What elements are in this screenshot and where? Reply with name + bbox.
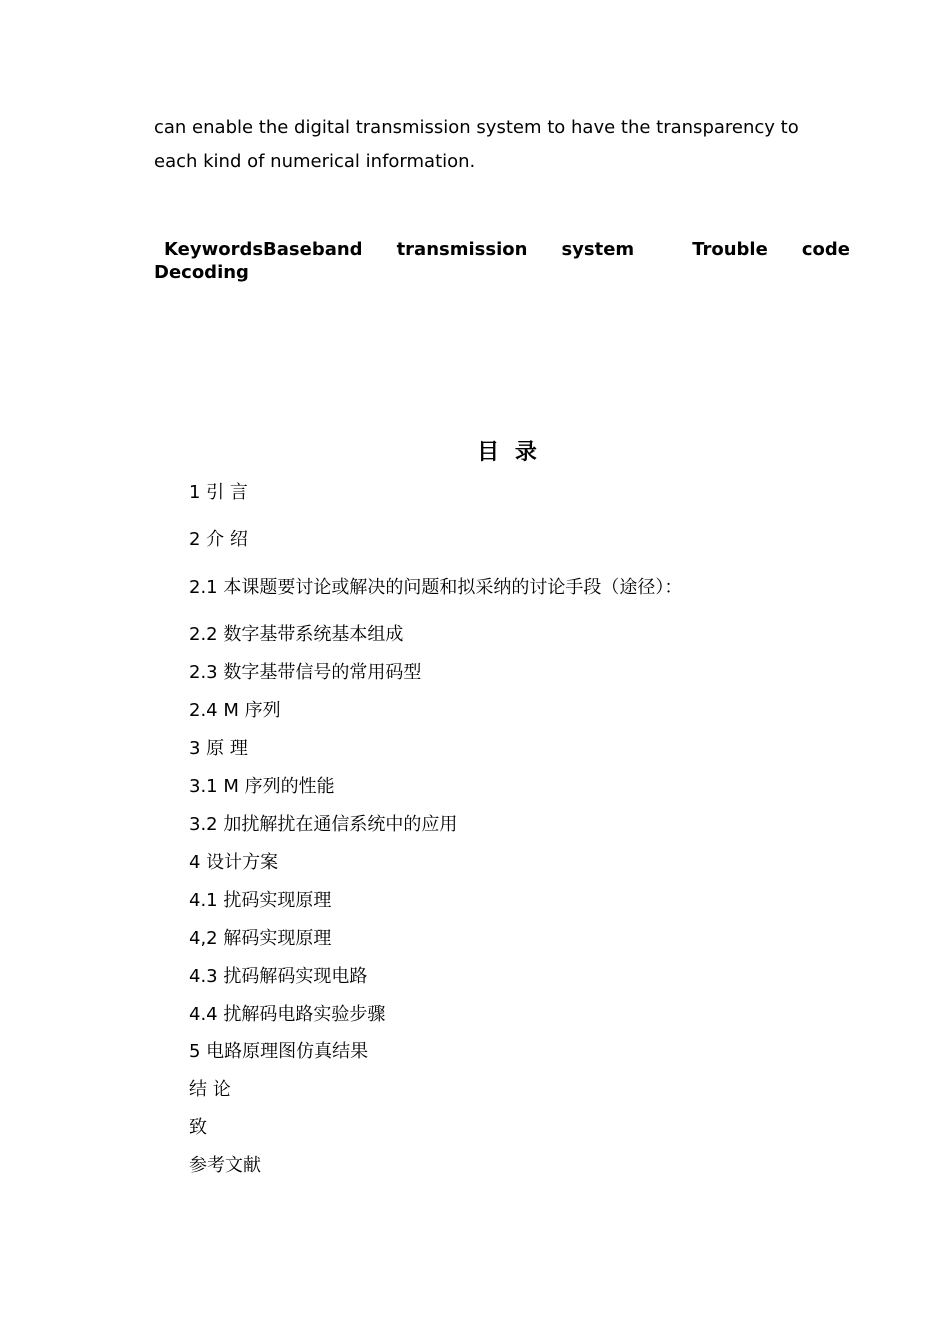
toc-item: 4.3 扰码解码实现电路 bbox=[189, 966, 368, 987]
keywords-line-2 bbox=[154, 261, 850, 284]
toc-item: 5 电路原理图仿真结果 bbox=[189, 1041, 369, 1062]
toc-item: 2.1 本课题要讨论或解决的问题和拟采纳的讨论手段（途径）： bbox=[189, 577, 683, 598]
toc-item: 2.3 数字基带信号的常用码型 bbox=[189, 662, 422, 683]
toc-item: 3.1 M 序列的性能 bbox=[189, 776, 335, 797]
toc-item: 参考文献 bbox=[189, 1155, 261, 1176]
toc-item: 4,2 解码实现原理 bbox=[189, 928, 332, 949]
toc-item: 2.2 数字基带系统基本组成 bbox=[189, 624, 404, 645]
keyword-term: Decoding bbox=[154, 262, 249, 283]
keyword-term: system bbox=[561, 239, 635, 260]
toc-title: 目 录 bbox=[477, 440, 541, 465]
toc-item: 3.2 加扰解扰在通信系统中的应用 bbox=[189, 814, 458, 835]
toc-item: 1 引 言 bbox=[189, 482, 248, 503]
keywords-paragraph bbox=[154, 238, 850, 284]
keyword-term: Trouble bbox=[692, 239, 768, 260]
toc-item: 4 设计方案 bbox=[189, 852, 279, 873]
toc-item: 3 原 理 bbox=[189, 738, 248, 759]
toc-item: 4.4 扰解码电路实验步骤 bbox=[189, 1004, 386, 1025]
keywords-line-1 bbox=[154, 238, 850, 261]
keywords-label: Keywords bbox=[164, 239, 264, 260]
keyword-term: transmission bbox=[396, 239, 528, 260]
keyword-term: code bbox=[801, 239, 850, 260]
abstract-line-1: can enable the digital transmission system to have the transparency to bbox=[154, 117, 799, 138]
toc-item: 2 介 绍 bbox=[189, 529, 248, 550]
keyword-term: Baseband bbox=[263, 239, 363, 260]
toc-item: 4.1 扰码实现原理 bbox=[189, 890, 332, 911]
toc-item: 致 bbox=[189, 1117, 207, 1138]
abstract-text bbox=[154, 111, 854, 179]
toc-item: 2.4 M 序列 bbox=[189, 700, 281, 721]
toc-item: 结 论 bbox=[189, 1079, 231, 1100]
abstract-line-2: each kind of numerical information. bbox=[154, 151, 476, 172]
